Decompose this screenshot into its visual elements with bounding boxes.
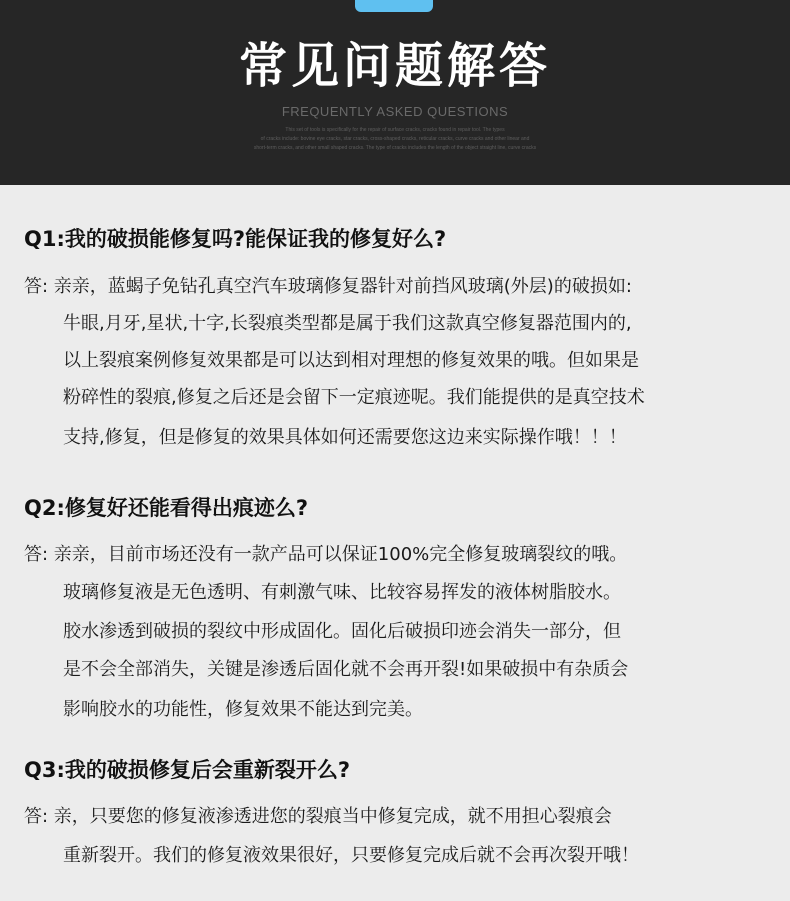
faq-answer-1-line: 以上裂痕案例修复效果都是可以达到相对理想的修复效果的哦。但如果是 bbox=[63, 350, 639, 371]
faq-answer-1-line: 支持,修复，但是修复的效果具体如何还需要您这边来实际操作哦！！！ bbox=[63, 427, 627, 448]
faq-answer-1-line: 粉碎性的裂痕,修复之后还是会留下一定痕迹呢。我们能提供的是真空技术 bbox=[63, 387, 645, 408]
faq-answer-3-line: 答: 亲，只要您的修复液渗透进您的裂痕当中修复完成，就不用担心裂痕会 bbox=[24, 806, 612, 827]
header-description bbox=[220, 126, 570, 153]
faq-question-3: Q3:我的破损修复后会重新裂开么? bbox=[24, 758, 351, 782]
faq-answer-2-line: 答: 亲亲，目前市场还没有一款产品可以保证100%完全修复玻璃裂纹的哦。 bbox=[24, 544, 628, 565]
faq-question-1: Q1:我的破损能修复吗?能保证我的修复好么? bbox=[24, 227, 447, 251]
faq-answer-3-line: 重新裂开。我们的修复液效果很好，只要修复完成后就不会再次裂开哦！ bbox=[63, 845, 639, 866]
faq-answer-2-line: 影响胶水的功能性，修复效果不能达到完美。 bbox=[63, 699, 423, 720]
page-subtitle: FREQUENTLY ASKED QUESTIONS bbox=[281, 104, 509, 119]
faq-header bbox=[0, 0, 790, 185]
page-title: 常见问题解答 bbox=[238, 38, 551, 94]
faq-answer-2-line: 是不会全部消失，关键是渗透后固化就不会再开裂!如果破损中有杂质会 bbox=[63, 659, 629, 680]
faq-question-2: Q2:修复好还能看得出痕迹么? bbox=[24, 496, 309, 520]
header-description-line: short-term cracks, and other small shaped cracks. The type of cracks includes the length of the object straight line, curve cracks bbox=[253, 145, 537, 151]
faq-answer-1-line: 答: 亲亲，蓝蝎子免钻孔真空汽车玻璃修复器针对前挡风玻璃(外层)的破损如: bbox=[24, 276, 632, 297]
faq-answer-2-line: 玻璃修复液是无色透明、有刺激气味、比较容易挥发的液体树脂胶水。 bbox=[63, 582, 621, 603]
faq-answer-1-line: 牛眼,月牙,星状,十字,长裂痕类型都是属于我们这款真空修复器范围内的, bbox=[63, 313, 632, 334]
faq-answer-2-line: 胶水渗透到破损的裂纹中形成固化。固化后破损印迹会消失一部分，但 bbox=[63, 621, 621, 642]
header-description-line: of cracks include: bovine eye cracks, star cracks, cross-shaped cracks, reticular cracks, curve cracks and other linear and bbox=[260, 136, 530, 142]
header-description-line: This set of tools is specifically for the repair of surface cracks, cracks found in repair tool. The types bbox=[285, 127, 505, 133]
header-accent-tab bbox=[355, 0, 433, 12]
